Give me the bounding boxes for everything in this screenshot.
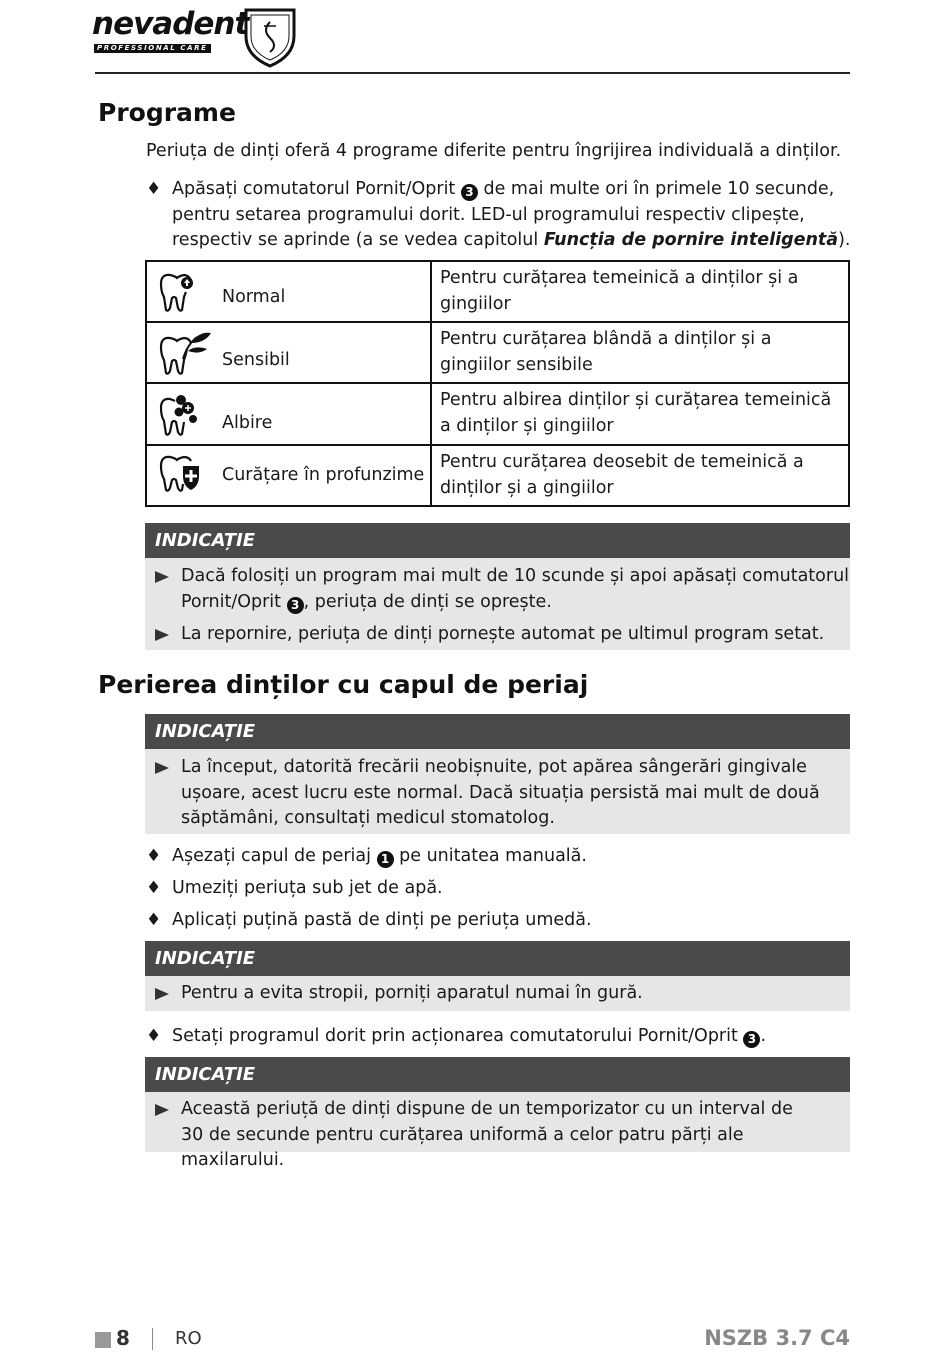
page-number: 8 [116,1326,130,1350]
section-title-programe: Programe [98,98,236,127]
tooth-sensitive-icon [155,331,215,377]
arrow-right-icon [155,988,169,1000]
note-box [145,941,850,1011]
table-row [146,322,849,383]
table-row [146,261,849,322]
programs-table [145,260,850,507]
note-title: INDICAȚIE [145,714,850,749]
step-wet-brush: Umeziți periuța sub jet de apă. [172,878,443,898]
page-footer [95,1326,850,1356]
program-select-instruction: Apăsați comutatorul Pornit/Oprit 3 de mai multe ori în primele 10 secunde, pentru setarea programului dorit. LED-ul programului respectiv clipește, respectiv se aprinde (a se vedea capitolul Funcția de pornire inteligentă). [172,179,851,250]
intro-text: Periuța de dinți oferă 4 programe diferite pentru îngrijirea individuală a dinților. [146,141,842,161]
tooth-whitening-icon [155,392,201,440]
brand-subtitle: PROFESSIONAL CARE [94,44,211,53]
brand-logo [92,6,302,66]
program-description: Pentru albirea dinților și curățarea temeinică a dinților și gingiilor [431,383,849,445]
arrow-right-icon [155,571,169,583]
bullet-diamond-icon: ♦ [146,179,162,199]
tooth-deep-clean-icon [155,454,203,494]
bullet-diamond-icon: ♦ [146,1026,162,1046]
bullet-diamond-icon: ♦ [146,846,162,866]
section-title-brushing: Perierea dinților cu capul de periaj [98,670,589,699]
program-name: Curățare în profunzime [222,465,425,485]
program-name: Albire [222,413,273,433]
chapter-reference: Funcția de pornire inteligentă [543,230,839,250]
program-description: Pentru curățarea blândă a dinților și a gingiilor sensibile [431,322,849,383]
language-code: RO [175,1328,202,1349]
table-row [146,445,849,506]
note-title: INDICAȚIE [145,941,850,976]
note-item: Această periuță de dinți dispune de un temporizator cu un interval de 30 de secunde pentru curățarea uniformă a celor patru părți ale maxilarului. [145,1097,850,1174]
step-attach-head: Așezați capul de periaj 1 pe unitatea manuală. [172,846,587,866]
program-name: Sensibil [222,350,290,370]
brush-head-number-icon: 1 [377,851,394,868]
note-title: INDICAȚIE [145,523,850,558]
brand-seal-icon [242,6,298,68]
switch-number-icon: 3 [287,597,304,614]
brand-name: nevadent [92,6,249,42]
program-cell [146,261,431,322]
note-title: INDICAȚIE [145,1057,850,1092]
note-item: Dacă folosiți un program mai mult de 10 scunde și apoi apăsați comutatorul Pornit/Oprit 3 , periuța de dinți se oprește. [145,564,850,615]
table-row [146,383,849,445]
program-name: Normal [222,287,286,307]
note-item: La început, datorită frecării neobișnuite, pot apărea sângerări gingivale ușoare, acest lucru este normal. Dacă situația persistă mai mult de două săptămâni, consultați medicul stomatolog. [145,755,850,832]
footer-square-icon [95,1332,111,1348]
note-box [145,1057,850,1170]
program-description: Pentru curățarea deosebit de temeinică a dinților și a gingiilor [431,445,849,506]
step-apply-paste: Aplicați puțină pastă de dinți pe periuța umedă. [172,910,592,930]
note-item: Pentru a evita stropii, porniți aparatul numai în gură. [145,981,850,1007]
step-set-program: Setați programul dorit prin acționarea comutatorului Pornit/Oprit 3 . [172,1026,767,1046]
note-box [145,523,850,650]
header-divider [95,72,850,74]
model-number: NSZB 3.7 C4 [704,1326,850,1350]
note-item: La repornire, periuța de dinți pornește automat pe ultimul program setat. [145,622,850,648]
switch-number-icon: 3 [461,184,478,201]
arrow-right-icon [155,762,169,774]
switch-number-icon: 3 [743,1031,760,1048]
program-description: Pentru curățarea temeinică a dinților și a gingiilor [431,261,849,322]
note-box [145,714,850,834]
program-cell [146,383,431,445]
footer-divider [152,1328,153,1350]
bullet-diamond-icon: ♦ [146,910,162,930]
arrow-right-icon [155,1104,169,1116]
program-cell [146,445,431,506]
tooth-normal-icon [155,270,199,314]
bullet-diamond-icon: ♦ [146,878,162,898]
program-cell [146,322,431,383]
arrow-right-icon [155,629,169,641]
